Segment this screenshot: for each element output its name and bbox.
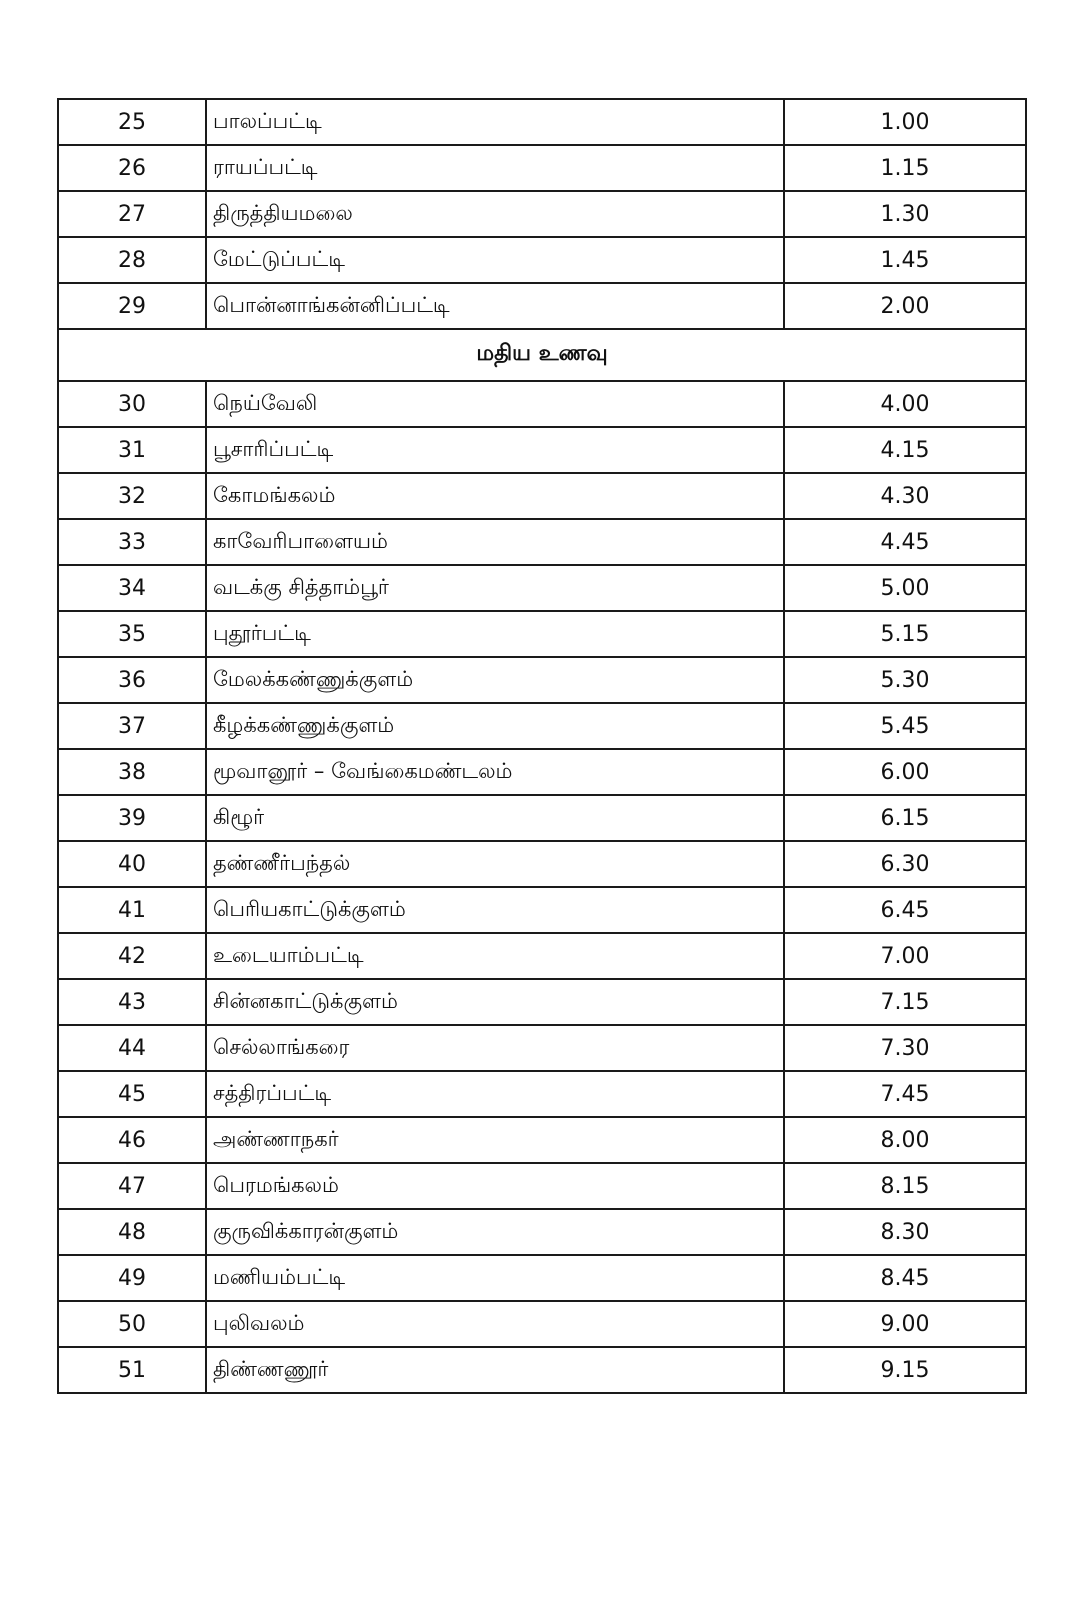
place-name-cell: பெரியகாட்டுக்குளம்: [206, 887, 784, 933]
place-name-cell: ராயப்பட்டி: [206, 145, 784, 191]
section-row: [58, 329, 1026, 381]
place-name-cell: சத்திரப்பட்டி: [206, 1071, 784, 1117]
place-name-cell: புதூர்பட்டி: [206, 611, 784, 657]
row-number-cell: 37: [58, 703, 206, 749]
table-row: [58, 795, 1026, 841]
table-row: [58, 1209, 1026, 1255]
table-row: [58, 611, 1026, 657]
time-cell: 6.15: [784, 795, 1026, 841]
row-number-cell: 41: [58, 887, 206, 933]
place-name-cell: செல்லாங்கரை: [206, 1025, 784, 1071]
row-number-cell: 39: [58, 795, 206, 841]
table-row: [58, 841, 1026, 887]
time-cell: 8.45: [784, 1255, 1026, 1301]
table-row: [58, 145, 1026, 191]
place-name-cell: காவேரிபாளையம்: [206, 519, 784, 565]
place-name-cell: பொன்னாங்கன்னிப்பட்டி: [206, 283, 784, 329]
place-name-cell: நெய்வேலி: [206, 381, 784, 427]
time-cell: 6.45: [784, 887, 1026, 933]
time-cell: 1.15: [784, 145, 1026, 191]
place-name-cell: மேலக்கண்ணுக்குளம்: [206, 657, 784, 703]
row-number-cell: 29: [58, 283, 206, 329]
row-number-cell: 31: [58, 427, 206, 473]
place-name-cell: குருவிக்காரன்குளம்: [206, 1209, 784, 1255]
time-cell: 7.45: [784, 1071, 1026, 1117]
table-row: [58, 657, 1026, 703]
table-row: [58, 1025, 1026, 1071]
place-name-cell: திருத்தியமலை: [206, 191, 784, 237]
place-name-cell: பெரமங்கலம்: [206, 1163, 784, 1209]
table-row: [58, 703, 1026, 749]
place-name-cell: புலிவலம்: [206, 1301, 784, 1347]
row-number-cell: 35: [58, 611, 206, 657]
time-cell: 5.30: [784, 657, 1026, 703]
time-cell: 9.15: [784, 1347, 1026, 1393]
table-row: [58, 749, 1026, 795]
place-name-cell: சின்னகாட்டுக்குளம்: [206, 979, 784, 1025]
table-row: [58, 1347, 1026, 1393]
row-number-cell: 36: [58, 657, 206, 703]
table-row: [58, 237, 1026, 283]
table-row: [58, 519, 1026, 565]
row-number-cell: 30: [58, 381, 206, 427]
time-cell: 8.30: [784, 1209, 1026, 1255]
place-name-cell: அண்ணாநகர்: [206, 1117, 784, 1163]
row-number-cell: 43: [58, 979, 206, 1025]
place-name-cell: பூசாரிப்பட்டி: [206, 427, 784, 473]
time-cell: 7.15: [784, 979, 1026, 1025]
place-name-cell: திண்ணணூர்: [206, 1347, 784, 1393]
time-cell: 6.30: [784, 841, 1026, 887]
time-cell: 5.00: [784, 565, 1026, 611]
row-number-cell: 28: [58, 237, 206, 283]
time-cell: 5.45: [784, 703, 1026, 749]
row-number-cell: 46: [58, 1117, 206, 1163]
place-name-cell: உடையாம்பட்டி: [206, 933, 784, 979]
table-row: [58, 1071, 1026, 1117]
table-row: [58, 887, 1026, 933]
row-number-cell: 38: [58, 749, 206, 795]
time-cell: 4.30: [784, 473, 1026, 519]
table-row: [58, 979, 1026, 1025]
row-number-cell: 47: [58, 1163, 206, 1209]
time-cell: 8.00: [784, 1117, 1026, 1163]
table-row: [58, 191, 1026, 237]
schedule-table-body: [58, 99, 1026, 1393]
time-cell: 4.00: [784, 381, 1026, 427]
time-cell: 2.00: [784, 283, 1026, 329]
table-row: [58, 565, 1026, 611]
place-name-cell: கோமங்கலம்: [206, 473, 784, 519]
time-cell: 6.00: [784, 749, 1026, 795]
place-name-cell: வடக்கு சித்தாம்பூர்: [206, 565, 784, 611]
time-cell: 8.15: [784, 1163, 1026, 1209]
row-number-cell: 32: [58, 473, 206, 519]
row-number-cell: 44: [58, 1025, 206, 1071]
table-row: [58, 933, 1026, 979]
row-number-cell: 50: [58, 1301, 206, 1347]
table-row: [58, 99, 1026, 145]
place-name-cell: மூவானூர் – வேங்கைமண்டலம்: [206, 749, 784, 795]
time-cell: 9.00: [784, 1301, 1026, 1347]
table-row: [58, 283, 1026, 329]
time-cell: 7.00: [784, 933, 1026, 979]
place-name-cell: பாலப்பட்டி: [206, 99, 784, 145]
row-number-cell: 49: [58, 1255, 206, 1301]
place-name-cell: மேட்டுப்பட்டி: [206, 237, 784, 283]
section-heading: மதிய உணவு: [58, 329, 1026, 381]
table-row: [58, 1163, 1026, 1209]
time-cell: 1.00: [784, 99, 1026, 145]
table-row: [58, 1301, 1026, 1347]
row-number-cell: 40: [58, 841, 206, 887]
row-number-cell: 51: [58, 1347, 206, 1393]
place-name-cell: கீழக்கண்ணுக்குளம்: [206, 703, 784, 749]
place-name-cell: தண்ணீர்பந்தல்: [206, 841, 784, 887]
row-number-cell: 45: [58, 1071, 206, 1117]
place-name-cell: கிழூர்: [206, 795, 784, 841]
row-number-cell: 42: [58, 933, 206, 979]
table-row: [58, 1255, 1026, 1301]
schedule-table: [57, 98, 1027, 1394]
row-number-cell: 48: [58, 1209, 206, 1255]
time-cell: 4.15: [784, 427, 1026, 473]
time-cell: 7.30: [784, 1025, 1026, 1071]
table-row: [58, 1117, 1026, 1163]
row-number-cell: 26: [58, 145, 206, 191]
time-cell: 5.15: [784, 611, 1026, 657]
place-name-cell: மணியம்பட்டி: [206, 1255, 784, 1301]
time-cell: 1.45: [784, 237, 1026, 283]
table-row: [58, 473, 1026, 519]
time-cell: 1.30: [784, 191, 1026, 237]
time-cell: 4.45: [784, 519, 1026, 565]
row-number-cell: 34: [58, 565, 206, 611]
table-row: [58, 381, 1026, 427]
row-number-cell: 27: [58, 191, 206, 237]
row-number-cell: 25: [58, 99, 206, 145]
table-row: [58, 427, 1026, 473]
row-number-cell: 33: [58, 519, 206, 565]
